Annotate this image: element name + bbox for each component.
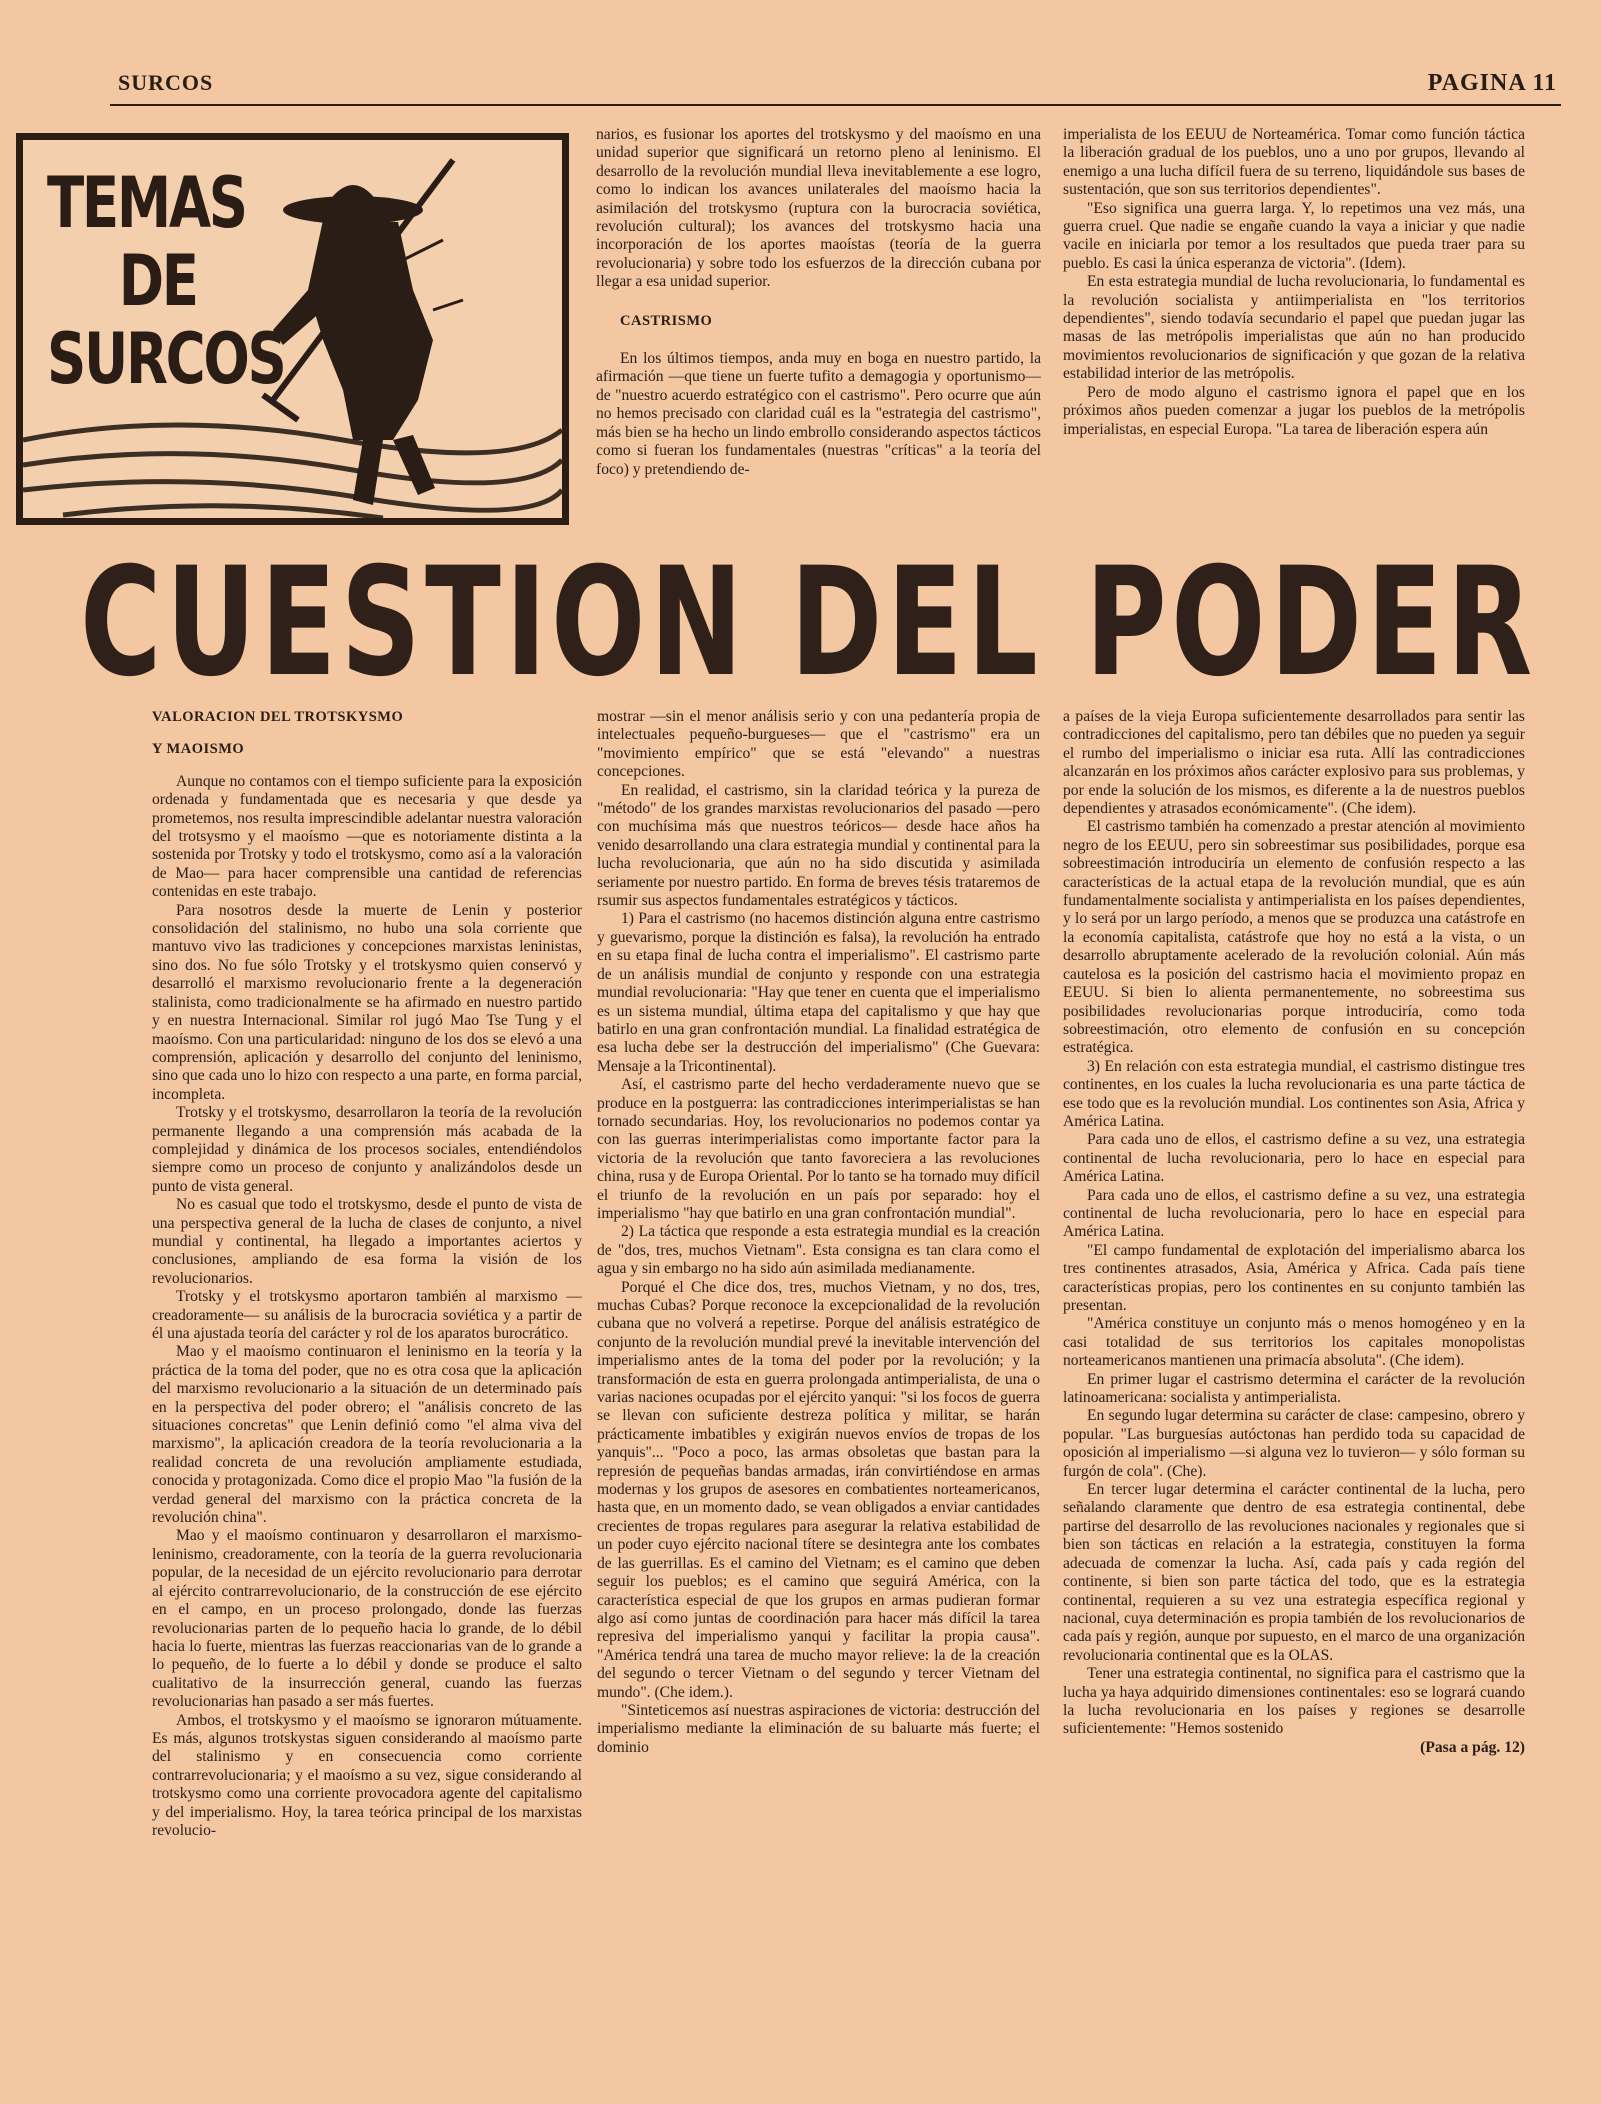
paragraph: Para nosotros desde la muerte de Lenin y posterior consolidación del stalinismo, no hubo una sola corriente que mantuvo vivo las tradiciones y concepciones marxistas leninistas, sino dos. No fue sólo Trotsky y el trotskysmo quien conservó y desarrolló el marxismo revolucionario frente a la degeneración stalinista, como tradicionalmente se ha afirmado en nuestro partido y en nuestra Internacional. Similar rol jugó Mao Tse Tung y el maoísmo. Con una particularidad: ninguno de los dos se elevó a una comprensión, aplicación y desarrollo del conjunto del leninismo, sino que cada uno lo hizo con respecto a una parte, en forma parcial, incompleta.	[152, 901, 582, 1103]
paragraph: Trotsky y el trotskysmo aportaron también al marxismo —creadoramente— su análisis de la burocracia soviética y a partir de él una ajustada teoría del carácter y rol de los aparatos burocrático.	[152, 1288, 582, 1342]
section-heading-castrismo: CASTRISMO	[620, 312, 713, 329]
paragraph: Para cada uno de ellos, el castrismo define a su vez, una estrategia continental de lucha revolucionaria, pero lo hace en especial para América Latina.	[1063, 1186, 1525, 1241]
paragraph: narios, es fusionar los aportes del trotskysmo y del maoísmo en una unidad superior que significará un retorno pleno al leninismo. El desarrollo de la revolución mundial lleva inevitablemente a ese logro, como lo indican los avances unilaterales del maoísmo hacia la asimilación del trotskysmo (ruptura con la burocracia soviética, revolución cultural); los avances del trotskysmo hacia una incorporación de los aportes maoístas (teoría de la guerra revolucionaria) y sobre todo los esfuerzos de la dirección cubana por llegar a esa unidad superior.	[596, 126, 1041, 291]
paragraph: mostrar —sin el menor análisis serio y con una pedantería propia de intelectuales pequeño-burgueses— que el "castrismo" era un "movimiento empírico" que se está "elevando" a nuestras concepciones.	[597, 708, 1040, 781]
paragraph: a países de la vieja Europa suficientemente desarrollados para sentir las contradicciones del capitalismo, pero tan débiles que no pueden ya seguir el rumbo del imperialismo o iniciar esa ruta. Allí las contradicciones alcanzarán en los próximos años carácter explosivo para sus problemas, y por ende la solución de los mismos, es diferente a la de nuestros pueblos dependientes y atrasados económicamente". (Che idem).	[1063, 708, 1525, 818]
top-column-1	[596, 126, 1041, 536]
body-column-1	[152, 708, 582, 2088]
paragraph: Para cada uno de ellos, el castrismo define a su vez, una estrategia continental de lucha revolucionaria, pero lo hace en especial para América Latina.	[1063, 1131, 1525, 1186]
paragraph: Mao y el maoísmo continuaron y desarrollaron el marxismo-leninismo, creadoramente, con la teoría de la guerra revolucionaria popular, de la necesidad de un ejército revolucionario para derrotar al ejército contrarrevolucionario, de la construcción de ese ejército en el campo, en un proceso prolongado, donde las fuerzas revolucionarias parten de lo pequeño hacia lo grande, de lo débil hacia lo fuerte, mientras las fuerzas reaccionarias van de lo grande a lo pequeño, de lo fuerte a lo débil y donde se produce el salto cualitativo de la insurrección general, cuando las fuerzas revolucionarias han pasado a ser más fuertes.	[152, 1527, 582, 1711]
section-heading: VALORACION DEL TROTSKYSMO	[152, 709, 404, 725]
body-column-3	[1063, 708, 1525, 2088]
publication-name: SURCOS	[118, 70, 214, 95]
paragraph: Trotsky y el trotskysmo, desarrollaron la teoría de la revolución permanente llegando a una comprensión más acabada de la complejidad y dinámica de los procesos sociales, entendiéndolos siempre como un proceso de conjunto y analizándolos desde un punto de vista general.	[152, 1104, 582, 1195]
paragraph: Ambos, el trotskysmo y el maoísmo se ignoraron mútuamente. Es más, algunos trotskystas siguen considerando al maoísmo parte del stalinismo y en consecuencia como corriente contrarrevolucionaria; y el maoísmo a su vez, sigue considerando al trotskysmo como una corriente provocadora agente del capitalismo y del imperialismo. Hoy, la tarea teórica principal de los marxistas revolucio-	[152, 1711, 582, 1839]
paragraph: Pero de modo alguno el castrismo ignora el papel que en los próximos años pueden comenzar a jugar los pueblos de la metrópolis imperialistas, en especial Europa. "La tarea de liberación espera aún	[1063, 383, 1525, 438]
continued-note: (Pasa a pág. 12)	[1420, 1738, 1525, 1756]
paragraph: "El campo fundamental de explotación del imperialismo abarca los tres continentes atrasados, Asia, América y Africa. Cada país tiene características propias, pero los continentes en su conjunto también las presentan.	[1063, 1241, 1525, 1314]
body-column-2	[597, 708, 1040, 2088]
paragraph: 2) La táctica que responde a esta estrategia mundial es la creación de "dos, tres, muchos Vietnam". Esta consigna es tan clara como el agua y sin embargo no ha sido aún asimilada medianamente.	[597, 1223, 1040, 1278]
paragraph: En esta estrategia mundial de lucha revolucionaria, lo fundamental es la revolución socialista y antiimperialista en "los territorios dependientes", siendo todavía secundario el papel que puedan jugar las masas de las metrópolis imperialistas que aún no han producido movimientos revolucionarios de significación y que gozan de la relativa estabilidad interior de las metrópolis.	[1063, 273, 1525, 383]
logo-line-3: SURCOS	[47, 318, 285, 400]
temas-de-surcos-logo	[16, 133, 569, 525]
paragraph: No es casual que todo el trotskysmo, desde el punto de vista de una perspectiva general de la lucha de clases de conjunto, a nivel mundial y continental, ha llegado a importantes aciertos y conclusiones, ampliando de esa forma la visión de los revolucionarios.	[152, 1196, 582, 1287]
logo-line-2: DE	[118, 240, 197, 322]
paragraph: En tercer lugar determina el carácter continental de la lucha, pero señalando claramente que dentro de esa estrategia continental, debe partirse del desarrollo de las revoluciones nacionales y regionales que si bien son tácticas en relación a la estrategia, constituyen la forma adecuada de comenzar la lucha. Así, cada país y cada región del continente, si bien son parte táctica del todo, que es la estrategia continental, requieren a su vez una estrategia específica regional y nacional, cuya determinación es propia también de los revolucionarios de cada país y región, aunque por supuesto, en el marco de una organización revolucionaria continental que es la OLAS.	[1063, 1481, 1525, 1664]
paragraph: En segundo lugar determina su carácter de clase: campesino, obrero y popular. "Las burguesías autóctonas han perdido toda su capacidad de oposición al imperialismo —si alguna vez lo tuvieron— y sólo forman su furgón de cola". (Che).	[1063, 1407, 1525, 1480]
paragraph: Porqué el Che dice dos, tres, muchos Vietnam, y no dos, tres, muchas Cubas? Porque reconoce la excepcionalidad de la revolución cubana que no volverá a repetirse. Porque del análisis estratégico de conjunto de la revolución mundial prevé la inevitable intervención del imperialismo antes de la toma del poder por la revolución; y la transformación de esta en guerra prolongada antimperialista, de una o varias naciones ocupadas por el ejército yanqui: "si los focos de guerra se llevan con suficiente destreza política y militar, se harán prácticamente imbatibles y exigirán nuevos envíos de tropas de los yanquis"... "Poco a poco, las armas obsoletas que bastan para la represión de pequeñas bandas armadas, irán convirtiéndose en armas modernas y los grupos de asesores en combatientes norteamericanos, hasta que, en un momento dado, se vean obligados a enviar cantidades crecientes de tropas regulares para asegurar la relativa estabilidad de un poder cuyo ejército nacional títere se desintegra ante los combates de las guerrillas. Es el camino del Vietnam; es el camino que deben seguir los pueblos; es el camino que seguirá América, con la característica especial de que los grupos en armas pudieran formar algo así como juntas de coordinación para hacer más difícil la tarea represiva del imperialismo yanqui y facilitar la propia causa". "América tendrá una tarea de mucho mayor relieve: la de la creación del segundo o tercer Vietnam o del segundo y tercer Vietnam del mundo". (Che idem.).	[597, 1278, 1040, 1701]
paragraph: En los últimos tiempos, anda muy en boga en nuestro partido, la afirmación —que tiene un fuerte tufito a demagogia y oportunismo— de "nuestro acuerdo estratégico con el castrismo". Pero ocurre que aún no hemos precisado con claridad cuál es la "estrategia del castrismo", más bien se ha hecho un lindo embrollo considerando aspectos tácticos como si fueran los fundamentales (nuestras "críticas" a la teoría del foco) y pretendiendo de-	[596, 350, 1041, 478]
paragraph: Mao y el maoísmo continuaron el leninismo en la teoría y la práctica de la toma del poder, que no es otra cosa que la aplicación del marxismo revolucionario a la situación de un determinado país en la perspectiva del poder obrero; el "análisis concreto de las situaciones concretas" que Lenin definió como "el alma viva del marxismo", la aplicación creadora de la teoría revolucionaria a la realidad concreta de una revolución ampliamente estudiada, conocida y protagonizada. Como dice el propio Mao "la fusión de la verdad general del marxismo con la práctica concreta de la revolución china".	[152, 1343, 582, 1527]
logo-title	[47, 164, 284, 398]
header-rule	[110, 104, 1561, 106]
page-number: PAGINA 11	[1427, 70, 1557, 96]
paragraph: El castrismo también ha comenzado a prestar atención al movimiento negro de los EEUU, pero sin sobreestimar sus posibilidades, porque esa sobreestimación introduciría un elemento de confusión respecto a las características de la actual etapa de la revolución mundial, que es aún fundamentalmente socialista y antimperialista en los países dependientes, y lo será por un largo período, a menos que se produzca una catástrofe en la economía capitalista, catástrofe que hoy no está a la vista, o un desarrollo abruptamente acelerado de la revolución colonial. Aún más cautelosa es la posición del castrismo hacia el movimiento propaz en EEUU. Si bien lo alienta permanentemente, no sobreestima sus posibilidades revolucionarias porque introduciría, como toda sobreestimación, otro elemento de confusión en su concepción estratégica.	[1063, 818, 1525, 1057]
paragraph: 3) En relación con esta estrategia mundial, el castrismo distingue tres continentes, en los cuales la lucha revolucionaria es una parte táctica de ese todo que es la revolución mundial. Los continentes son Asia, Africa y América Latina.	[1063, 1057, 1525, 1130]
paragraph: En realidad, el castrismo, sin la claridad teórica y la pureza de "método" de los grandes marxistas revolucionarios del pasado —pero con muchísima más que nuestros teóricos— desde hace años ha venido desarrollando una clara estrategia mundial y continental para la lucha revolucionaria, que aún no ha sido discutida y asimilada seriamente por nuestro partido. En forma de breves tésis trataremos de rsumir sus aspectos fundamentales estratégicos y tácticos.	[597, 781, 1040, 910]
paragraph: "América constituye un conjunto más o menos homogéneo y en la casi totalidad de sus territorios los capitales monopolistas norteamericanos mantienen una primacía absoluta". (Che idem).	[1063, 1315, 1525, 1370]
paragraph: Tener una estrategia continental, no significa para el castrismo que la lucha ya haya adquirido dimensiones continentales: eso se logrará cuando la lucha revolucionaria en los países y regiones se desarrolle suficientemente: "Hemos sostenido	[1063, 1665, 1525, 1738]
paragraph: En primer lugar el castrismo determina el carácter de la revolución latinoamericana: socialista y antimperialista.	[1063, 1370, 1525, 1407]
paragraph: 1) Para el castrismo (no hacemos distinción alguna entre castrismo y guevarismo, porque la distinción es falsa), la revolución ha entrado en su etapa final de lucha contra el imperialismo". El castrismo parte de un análisis mundial de conjunto y responde con una estrategia mundial revolucionaria: "Hay que tener en cuenta que el imperialismo es un sistema mundial, última etapa del capitalismo y que hay que batirlo en una gran confrontación mundial. La finalidad estratégica de esa lucha debe ser la destrucción del imperialismo" (Che Guevara: Mensaje a la Tricontinental).	[597, 910, 1040, 1075]
section-heading: Y MAOISMO	[152, 741, 245, 758]
paragraph: imperialista de los EEUU de Norteamérica. Tomar como función táctica la liberación gradual de los pueblos, uno a uno por grupos, llevando al enemigo a una lucha difícil fuera de su terreno, liquidándole sus bases de sustentación, que son sus territorios dependientes".	[1063, 126, 1525, 199]
paragraph: Así, el castrismo parte del hecho verdaderamente nuevo que se produce en la postguerra: las contradicciones interimperialistas se han tornado secundarias. Hoy, los revolucionarios no podemos contar ya con las guerras interimperialistas como importante factor para la victoria de la revolución que tanto favoreciera a las revoluciones china, rusa y de Europa Oriental. Por lo tanto se ha tornado muy difícil el triunfo de la revolución en un país por separado: hoy el imperialismo "hay que batirlo en una gran confrontación mundial".	[597, 1076, 1040, 1222]
paragraph: "Eso significa una guerra larga. Y, lo repetimos una vez más, una guerra cruel. Que nadie se engañe cuando la vaya a iniciar y que nadie vacile en iniciarla por temor a los resultados que pueda traer para su pueblo. Es casi la única esperanza de victoria". (Idem).	[1063, 199, 1525, 272]
paragraph: "Sinteticemos así nuestras aspiraciones de victoria: destrucción del imperialismo mediante la eliminación de su baluarte más fuerte; el dominio	[597, 1701, 1040, 1756]
logo-line-1: TEMAS	[47, 162, 246, 244]
main-headline: CUESTION DEL PODER	[80, 536, 1537, 710]
paragraph: Aunque no contamos con el tiempo suficiente para la exposición ordenada y fundamentada que es necesaria y que desde ya prometemos, nos resulta imprescindible adelantar nuestra valoración del trotsysmo y el maoísmo —que es notoriamente distinta a la sostenida por Trotsky y todo el trotskysmo, como así a la valoración de Mao— para hacer comprensible una cantidad de referencias contenidas en este trabajo.	[152, 772, 582, 901]
top-column-2	[1063, 126, 1525, 536]
